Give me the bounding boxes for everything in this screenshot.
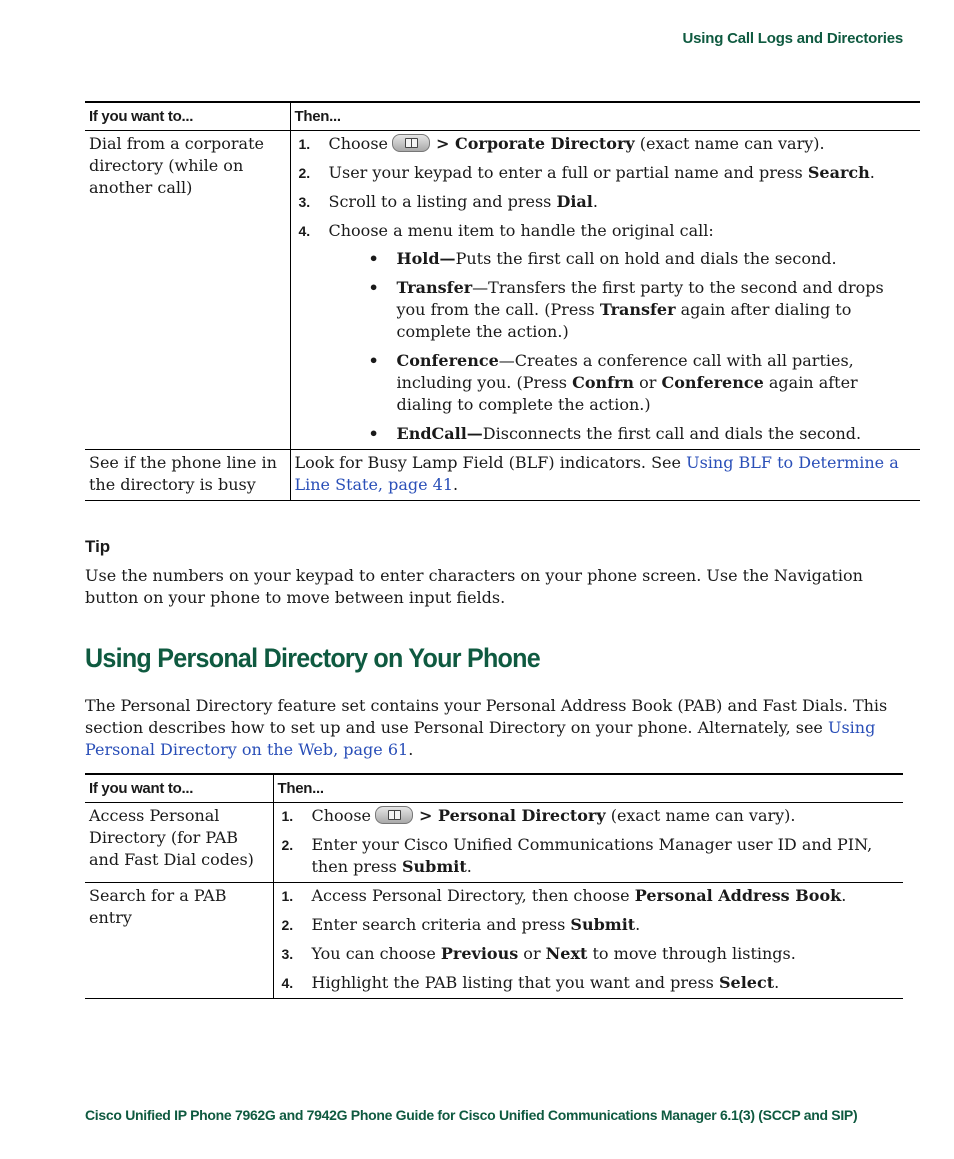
personal-directory-web-link[interactable]: Using Personal Directory on the Web, page 61	[85, 718, 876, 759]
column-header-task: If you want to...	[85, 102, 290, 131]
bullet-item: • EndCall—Disconnects the first call and dials the second.	[368, 424, 862, 443]
section-heading: Using Personal Directory on Your Phone	[85, 643, 540, 673]
table-row	[85, 803, 903, 883]
step: 4. Choose a menu item to handle the original call: • Hold—Puts the first call on hold and dials the second. • Transfer—Transfers the first party to the second and drops you from the call. (Press Transfer again after dialing to complete the action.) • Conference—Creates a conference call with all parties, including you. (Press Confrn or Conference again after dialing to complete the action.) • EndCall—Disconnects the first call and dials the second.	[295, 220, 917, 445]
table-row	[85, 450, 920, 501]
running-footer: Cisco Unified IP Phone 7962G and 7942G Phone Guide for Cisco Unified Communications Manager 6.1(3) (SCCP and SIP)	[85, 1107, 858, 1123]
task-label: Access Personal Directory (for PAB and Fast Dial codes)	[85, 803, 273, 883]
tip-heading: Tip	[85, 537, 111, 556]
task-steps	[273, 803, 903, 883]
step: 2. Enter your Cisco Unified Communications Manager user ID and PIN, then press Submit.	[281, 835, 873, 876]
bullet-item: • Hold—Puts the first call on hold and dials the second.	[368, 249, 837, 268]
section-intro: The Personal Directory feature set contains your Personal Address Book (PAB) and Fast Dials. This section describes how to set up and use Personal Directory on your phone. Alternately, see Using Personal Directory on the Web, page 61.	[85, 696, 888, 759]
bullet-item: • Transfer—Transfers the first party to the second and drops you from the call. (Press Transfer again after dialing to complete the action.)	[368, 278, 884, 341]
table-row	[85, 131, 920, 450]
column-header-steps: Then...	[290, 102, 920, 131]
task-label: Dial from a corporate directory (while on another call)	[85, 131, 290, 450]
blf-link[interactable]: Using BLF to Determine a Line State, page 41	[294, 453, 899, 494]
directories-button-icon	[392, 134, 430, 152]
personal-directory-task-table	[85, 773, 903, 999]
step: 1. Choose > Corporate Directory (exact name can vary).	[298, 134, 825, 153]
bullet-item: • Conference—Creates a conference call with all parties, including you. (Press Confrn or Conference again after dialing to complete the action.)	[368, 351, 858, 414]
step: 3. You can choose Previous or Next to move through listings.	[281, 944, 796, 963]
task-steps	[290, 131, 920, 450]
step: 3. Scroll to a listing and press Dial.	[298, 192, 598, 211]
directory-task-table	[85, 101, 920, 501]
column-header-steps: Then...	[273, 774, 903, 803]
step: 2. Enter search criteria and press Submit.	[281, 915, 641, 934]
table-row	[85, 883, 903, 999]
task-label: See if the phone line in the directory is busy	[85, 450, 290, 501]
running-header: Using Call Logs and Directories	[682, 30, 903, 47]
step: 1. Access Personal Directory, then choose Personal Address Book.	[281, 886, 847, 905]
directories-button-icon	[375, 806, 413, 824]
tip-text: Use the numbers on your keypad to enter characters on your phone screen. Use the Navigation button on your phone to move between input fields.	[85, 566, 863, 607]
task-label: Search for a PAB entry	[85, 883, 273, 999]
step: 1. Choose > Personal Directory (exact name can vary).	[281, 806, 796, 825]
column-header-task: If you want to...	[85, 774, 273, 803]
task-steps	[273, 883, 903, 999]
step: 2. User your keypad to enter a full or partial name and press Search.	[298, 163, 875, 182]
step: 4. Highlight the PAB listing that you want and press Select.	[281, 973, 780, 992]
task-steps: Look for Busy Lamp Field (BLF) indicators. See Using BLF to Determine a Line State, page 41.	[290, 450, 920, 501]
